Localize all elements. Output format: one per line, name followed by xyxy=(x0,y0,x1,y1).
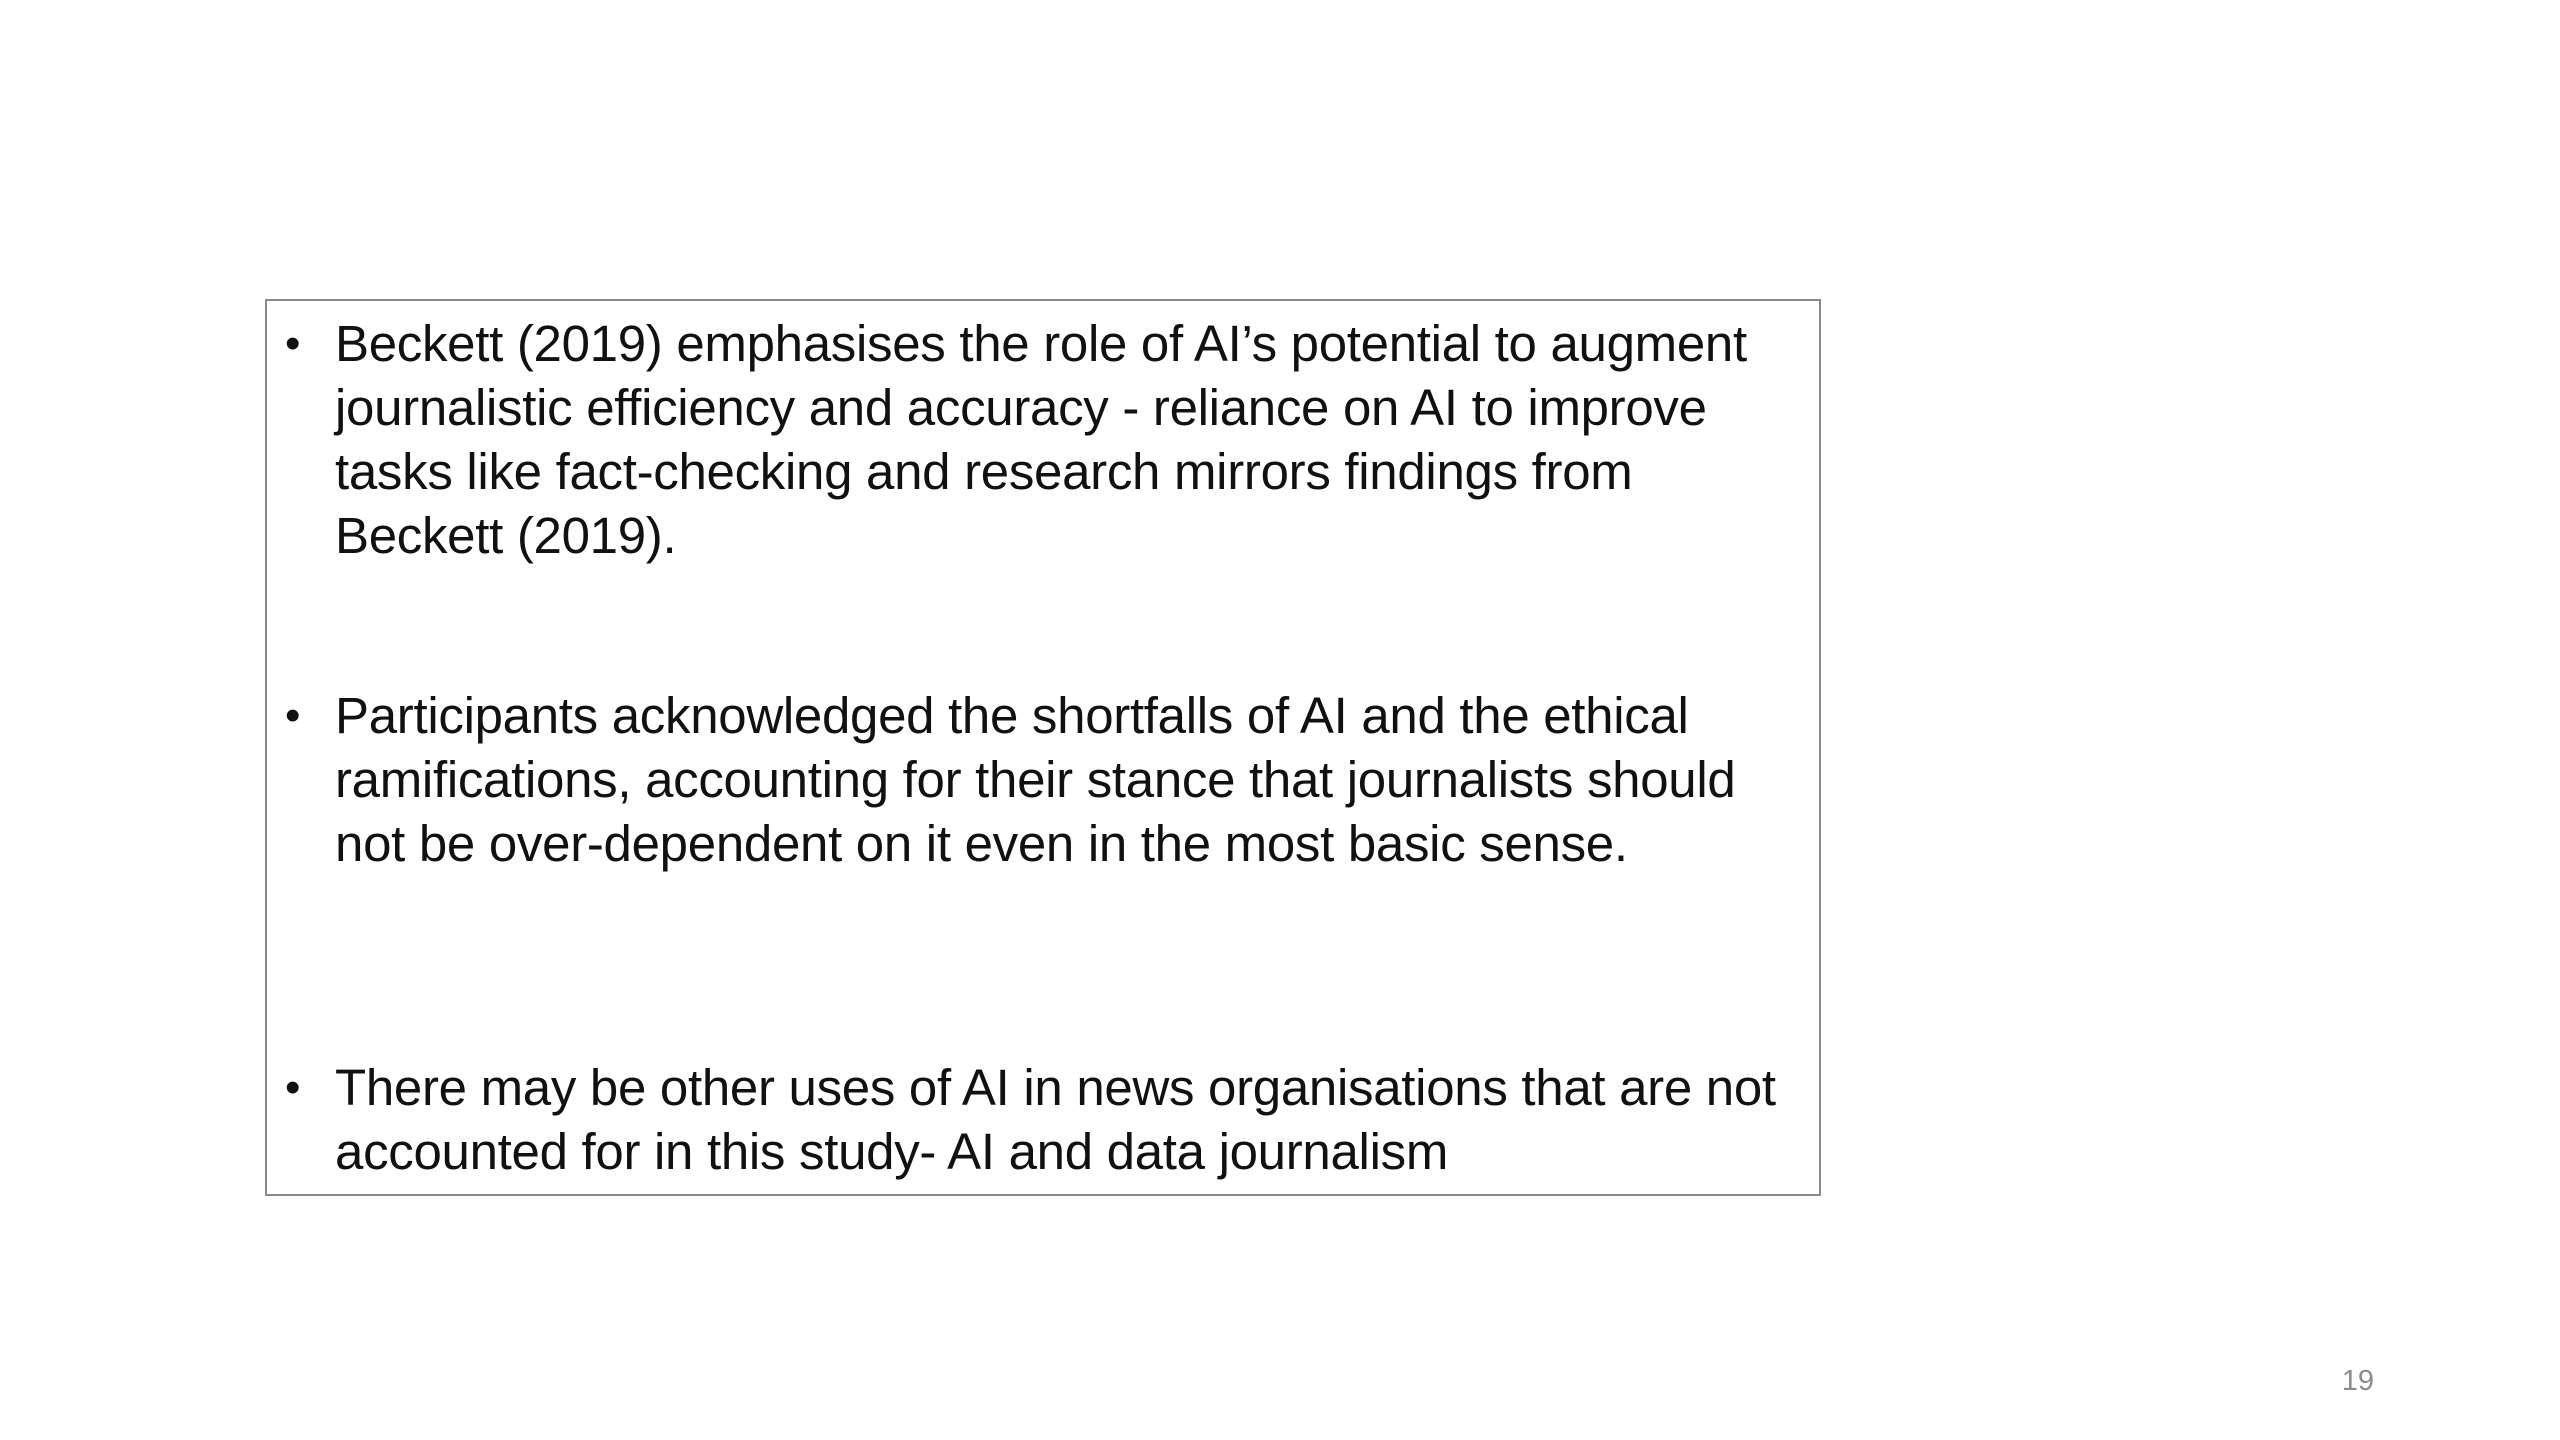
bullet-item-1 xyxy=(285,312,1805,568)
bullet-dot-icon: • xyxy=(285,319,301,368)
bullet-text-3: There may be other uses of AI in news organisations that are not accounted for in this study- AI and data journalism xyxy=(335,1059,1776,1180)
slide-page-number: 19 xyxy=(2341,1365,2374,1397)
bullet-item-2 xyxy=(285,684,1805,876)
bullet-dot-icon: • xyxy=(285,691,301,740)
bullet-dot-icon: • xyxy=(285,1063,301,1112)
content-text-box[interactable] xyxy=(265,299,1821,1196)
bullet-text-1: Beckett (2019) emphasises the role of AI’s potential to augment journalistic efficiency and accuracy - reliance on AI to improve tasks like fact-checking and research mirrors findings from Beckett (2019). xyxy=(335,315,1747,564)
bullet-item-3 xyxy=(285,1056,1805,1184)
bullet-text-2: Participants acknowledged the shortfalls of AI and the ethical ramifications, accounting for their stance that journalists should not be over-dependent on it even in the most basic sense. xyxy=(335,687,1736,872)
